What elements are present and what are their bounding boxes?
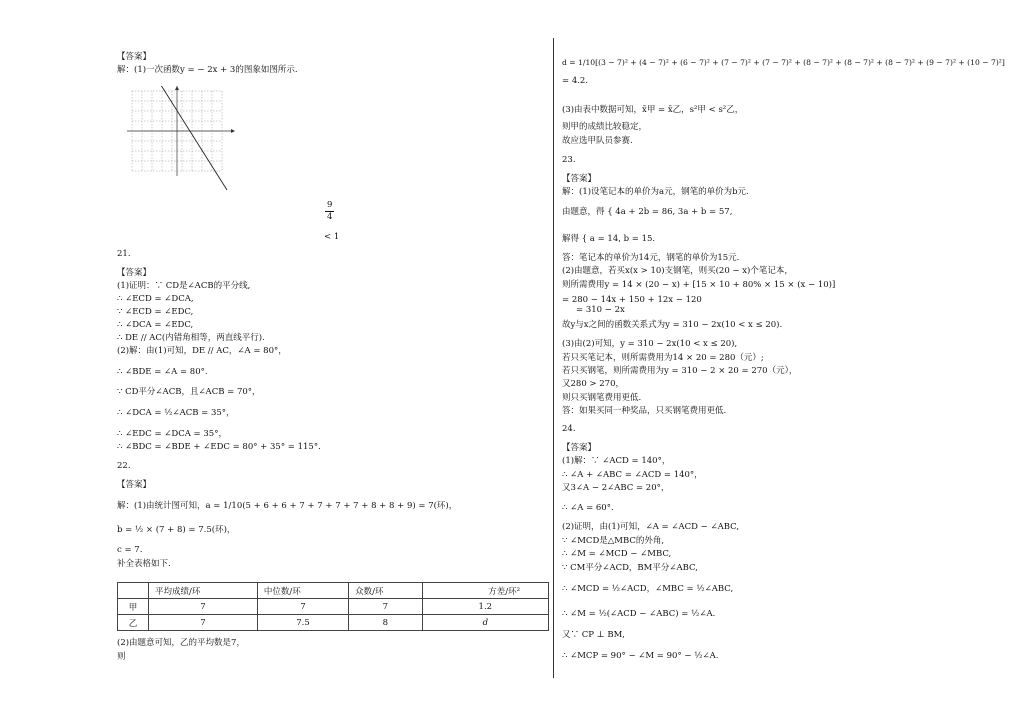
q23-line: 解：(1)设笔记本的单价为a元，钢笔的单价为b元. bbox=[562, 187, 749, 197]
q21-line: (2)解：由(1)可知，DE // AC，∠A = 80°， bbox=[117, 346, 287, 356]
q23-line: 解得 { a = 14, b = 15. bbox=[562, 234, 656, 244]
question-22-number: 22. bbox=[117, 461, 131, 471]
q24-line: ∵ ∠MCD是△MBC的外角, bbox=[562, 536, 665, 546]
inequality-text: < 1 bbox=[324, 232, 340, 242]
q24-line: ∴ ∠MCP = 90° − ∠M = 90° − ½∠A. bbox=[562, 651, 719, 661]
q24-line: ∴ ∠MCD = ½∠ACD，∠MBC = ½∠ABC, bbox=[562, 584, 734, 594]
table-cell: 8 bbox=[349, 615, 423, 631]
question-23-number: 23. bbox=[562, 155, 576, 165]
answer-tag: 【答案】 bbox=[562, 174, 597, 184]
q23-line: = 280 − 14x + 150 + 12x − 120 bbox=[562, 295, 702, 305]
answer-tag: 【答案】 bbox=[117, 480, 152, 490]
q24-line: 又3∠A − 2∠ABC = 20°， bbox=[562, 483, 670, 493]
q23-line: (2)由题意，若买x(x > 10)支钢笔，则买(20 − x)个笔记本， bbox=[562, 266, 793, 276]
q24-line: ∴ ∠A = 60°. bbox=[562, 503, 614, 513]
q21-line: ∵ ∠ECD = ∠EDC, bbox=[117, 307, 194, 317]
q24-line: (2)证明，由(1)可知，∠A = ∠ACD − ∠ABC, bbox=[562, 522, 740, 532]
q24-line: ∴ ∠M = ½(∠ACD − ∠ABC) = ½∠A. bbox=[562, 609, 716, 619]
q23-line: 答：如果买同一种奖品，只买钢笔费用更低. bbox=[562, 406, 727, 416]
table-cell: 7 bbox=[149, 615, 258, 631]
question-24-number: 24. bbox=[562, 424, 576, 434]
q21-line: ∴ ∠DCA = ∠EDC, bbox=[117, 320, 194, 330]
q22-then: 则 bbox=[117, 652, 126, 662]
q24-line: ∴ ∠A + ∠ABC = ∠ACD = 140°， bbox=[562, 470, 703, 480]
q23-line: 若只买钢笔，则所需费用为y = 310 − 2 × 20 = 270（元）， bbox=[562, 366, 798, 376]
q22-mode-c: c = 7. bbox=[117, 545, 143, 555]
q21-line: ∴ ∠DCA = ½∠ACB = 35°， bbox=[117, 408, 235, 418]
q21-line: ∴ ∠BDE = ∠A = 80°. bbox=[117, 367, 208, 377]
variance-formula: d = 1/10[(3 − 7)² + (4 − 7)² + (6 − 7)² + (7 − 7)² + (7 − 7)² + (8 − 7)² + (8 − 7)² + (8 − 7)² + (9 − 7)² + (10 − 7)²] bbox=[562, 58, 1005, 67]
variance-value: = 4.2. bbox=[562, 76, 589, 86]
table-cell: 7 bbox=[257, 599, 348, 615]
table-cell: 7.5 bbox=[257, 615, 348, 631]
q24-line: ∵ CM平分∠ACD，BM平分∠ABC, bbox=[562, 563, 698, 573]
q23-line: 故y与x之间的函数关系式为y = 310 − 2x(10 < x ≤ 20). bbox=[562, 320, 783, 330]
table-cell: 1.2 bbox=[422, 599, 548, 615]
q21-line: ∵ CD平分∠ACB，且∠ACB = 70°， bbox=[117, 387, 261, 397]
answer-tag: 【答案】 bbox=[562, 443, 597, 453]
table-header-cell: 平均成绩/环 bbox=[149, 583, 258, 599]
table-header-cell bbox=[118, 583, 149, 599]
q22-choose: 故应选甲队员参赛. bbox=[562, 136, 633, 146]
q23-line: = 310 − 2x bbox=[576, 305, 625, 315]
column-divider bbox=[553, 38, 554, 678]
table-cell: 7 bbox=[149, 599, 258, 615]
table-row bbox=[118, 599, 549, 615]
q23-line: 若只买笔记本，则所需费用为14 × 20 = 280（元）; bbox=[562, 353, 764, 363]
q21-line: (1)证明：∵ CD是∠ACB的平分线, bbox=[117, 281, 251, 291]
q21-line: ∴ ∠EDC = ∠DCA = 35°， bbox=[117, 429, 227, 439]
score-table bbox=[117, 582, 549, 631]
table-header-cell: 方差/环² bbox=[422, 583, 548, 599]
q22-mean-a: 解：(1)由统计图可知，a = 1/10(5 + 6 + 6 + 7 + 7 + 7 + 7 + 8 + 8 + 9) = 7(环)， bbox=[117, 501, 458, 511]
q23-line: 答：笔记本的单价为14元，钢笔的单价为15元. bbox=[562, 253, 740, 263]
table-cell: 乙 bbox=[118, 615, 149, 631]
question-21-number: 21. bbox=[117, 249, 131, 259]
q23-line: (3)由(2)可知，y = 310 − 2x(10 < x ≤ 20), bbox=[562, 339, 738, 349]
table-cell: d bbox=[422, 615, 548, 631]
answer-tag: 【答案】 bbox=[117, 268, 152, 278]
q23-line: 则只买钢笔费用更低. bbox=[562, 393, 642, 403]
q23-line: 由题意，得 { 4a + 2b = 86, 3a + b = 57, bbox=[562, 207, 733, 217]
table-header-cell: 中位数/环 bbox=[257, 583, 348, 599]
table-cell: 7 bbox=[349, 599, 423, 615]
fraction-numerator: 9 bbox=[327, 200, 333, 210]
q24-line: 又∵ CP ⊥ BM, bbox=[562, 630, 625, 640]
q22-median-b: b = ½ × (7 + 8) = 7.5(环)， bbox=[117, 525, 236, 535]
q24-line: (1)解：∵ ∠ACD = 140°， bbox=[562, 456, 671, 466]
q21-line: ∴ ∠ECD = ∠DCA, bbox=[117, 294, 194, 304]
table-header-cell: 众数/环 bbox=[349, 583, 423, 599]
q24-line: ∴ ∠M = ∠MCD − ∠MBC, bbox=[562, 549, 672, 559]
q22-part2: (2)由题意可知，乙的平均数是7， bbox=[117, 638, 245, 648]
linear-function-graph bbox=[127, 86, 247, 196]
q22-stable: 则甲的成绩比较稳定， bbox=[562, 122, 648, 132]
table-row bbox=[118, 615, 549, 631]
q20-solution-intro: 解：(1)一次函数y = − 2x + 3的图象如图所示. bbox=[117, 65, 298, 75]
q23-line: 又280 > 270， bbox=[562, 379, 624, 389]
q22-fill-table: 补全表格如下. bbox=[117, 559, 171, 569]
q21-line: ∴ ∠BDC = ∠BDE + ∠EDC = 80° + 35° = 115°. bbox=[117, 442, 321, 452]
fraction-denominator: 4 bbox=[327, 212, 333, 222]
table-cell: 甲 bbox=[118, 599, 149, 615]
table-header-row bbox=[118, 583, 549, 599]
q23-line: 则所需费用y = 14 × (20 − x) + [15 × 10 + 80% × 15 × (x − 10)] bbox=[562, 280, 836, 290]
answer-tag: 【答案】 bbox=[117, 52, 152, 62]
q22-part3: (3)由表中数据可知，x̄甲 = x̄乙，s²甲 < s²乙， bbox=[562, 105, 744, 115]
q21-line: ∴ DE // AC(内错角相等，两直线平行). bbox=[117, 333, 265, 343]
